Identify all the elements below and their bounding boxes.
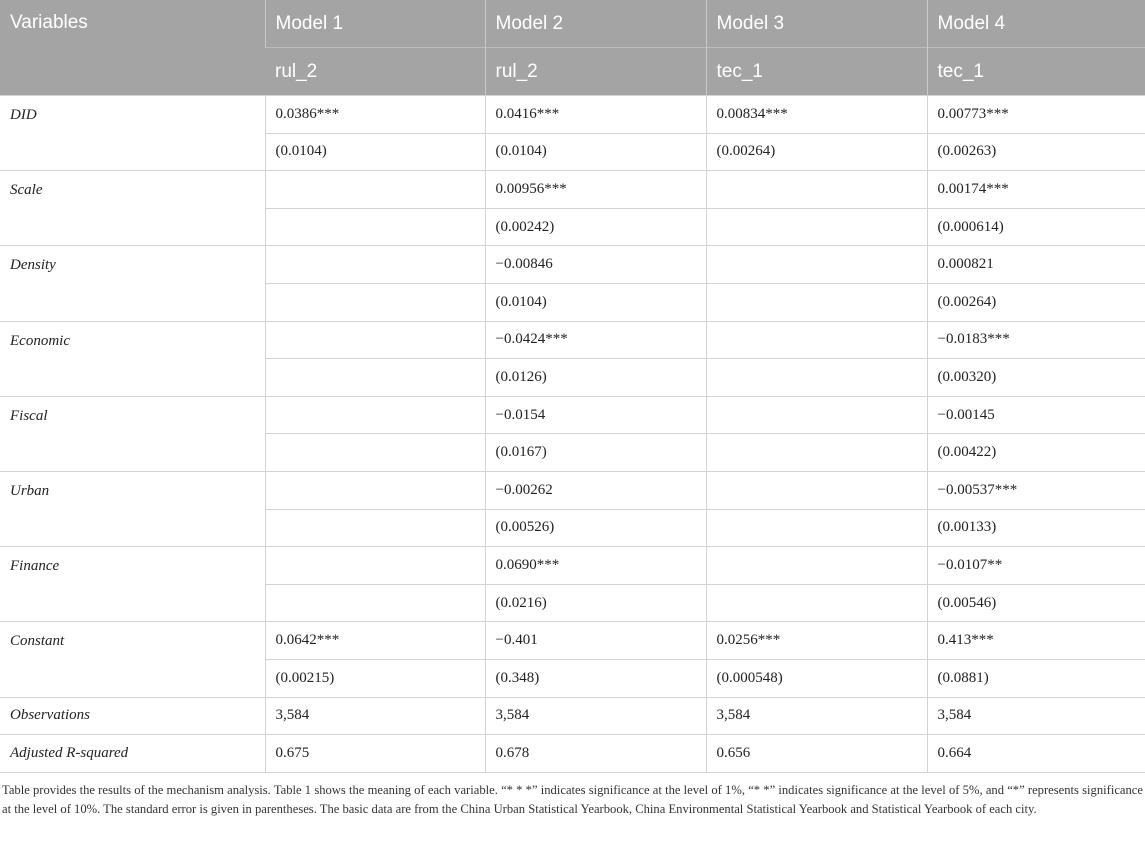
standard-error-cell: (0.000614) [927,208,1145,246]
table-row [0,471,1145,509]
standard-error-cell [706,283,927,321]
coefficient-cell: 0.000821 [927,246,1145,284]
table-row [0,396,1145,434]
standard-error-cell: (0.0167) [485,434,706,472]
summary-cell: 3,584 [265,697,485,735]
standard-error-cell: (0.0104) [485,133,706,171]
standard-error-cell [265,509,485,547]
table-row-summary [0,697,1145,735]
variable-name: Constant [0,622,265,697]
standard-error-cell: (0.00546) [927,584,1145,622]
coefficient-cell [706,396,927,434]
standard-error-cell: (0.348) [485,659,706,697]
coefficient-cell: −0.0183*** [927,321,1145,359]
table-row [0,246,1145,284]
standard-error-cell [265,584,485,622]
table-row [0,171,1145,209]
summary-cell: 0.675 [265,735,485,773]
header-variables: Variables [0,0,265,96]
header-dep-1: rul_2 [265,48,485,96]
summary-cell: 3,584 [927,697,1145,735]
coefficient-cell: −0.00537*** [927,471,1145,509]
header-dep-3: tec_1 [706,48,927,96]
coefficient-cell: 0.0256*** [706,622,927,660]
header-dep-2: rul_2 [485,48,706,96]
variable-name: Urban [0,471,265,546]
standard-error-cell: (0.0104) [265,133,485,171]
header-model-1: Model 1 [265,0,485,48]
coefficient-cell: 0.00834*** [706,96,927,134]
coefficient-cell: −0.0424*** [485,321,706,359]
standard-error-cell [265,208,485,246]
coefficient-cell: 0.00773*** [927,96,1145,134]
summary-cell: 3,584 [706,697,927,735]
header-model-3: Model 3 [706,0,927,48]
header-model-4: Model 4 [927,0,1145,48]
coefficient-cell: −0.401 [485,622,706,660]
coefficient-cell [265,246,485,284]
table-footnote: Table provides the results of the mechanism analysis. Table 1 shows the meaning of each variable. “* * *” indicates significance at the level of 1%, “* *” indicates significance at the level of 5%, and “*” represents significance at the level of 10%. The standard error is given in parentheses. The basic data are from the China Urban Statistical Yearbook, China Environmental Statistical Yearbook and Statistical Yearbook of each city. [2,782,1143,816]
variable-name: Density [0,246,265,321]
coefficient-cell [706,246,927,284]
standard-error-cell [706,584,927,622]
coefficient-cell: −0.00846 [485,246,706,284]
table-row [0,622,1145,660]
variable-name: Adjusted R-squared [0,735,265,773]
table-row [0,96,1145,134]
coefficient-cell: −0.00262 [485,471,706,509]
header-model-2: Model 2 [485,0,706,48]
coefficient-cell: 0.00174*** [927,171,1145,209]
standard-error-cell: (0.00215) [265,659,485,697]
summary-cell: 0.678 [485,735,706,773]
coefficient-cell [706,547,927,585]
coefficient-cell [265,396,485,434]
variable-name: DID [0,96,265,171]
coefficient-cell: 0.413*** [927,622,1145,660]
standard-error-cell: (0.000548) [706,659,927,697]
coefficient-cell [265,547,485,585]
coefficient-cell [265,171,485,209]
coefficient-cell [265,471,485,509]
standard-error-cell [265,283,485,321]
standard-error-cell [265,434,485,472]
table-row [0,547,1145,585]
coefficient-cell: −0.00145 [927,396,1145,434]
variable-name: Observations [0,697,265,735]
coefficient-cell: 0.0386*** [265,96,485,134]
standard-error-cell: (0.00526) [485,509,706,547]
standard-error-cell: (0.0126) [485,359,706,397]
standard-error-cell: (0.00264) [706,133,927,171]
variable-name: Economic [0,321,265,396]
coefficient-cell: 0.0642*** [265,622,485,660]
standard-error-cell [706,208,927,246]
standard-error-cell [706,434,927,472]
variable-name: Scale [0,171,265,246]
coefficient-cell: −0.0154 [485,396,706,434]
summary-cell: 0.656 [706,735,927,773]
standard-error-cell [265,359,485,397]
coefficient-cell [706,171,927,209]
header-dep-4: tec_1 [927,48,1145,96]
variable-name: Finance [0,547,265,622]
standard-error-cell [706,509,927,547]
standard-error-cell: (0.00133) [927,509,1145,547]
standard-error-cell [706,359,927,397]
table-row [0,321,1145,359]
coefficient-cell: 0.0416*** [485,96,706,134]
standard-error-cell: (0.0104) [485,283,706,321]
standard-error-cell: (0.0216) [485,584,706,622]
header-row-models [0,0,1145,48]
coefficient-cell: 0.00956*** [485,171,706,209]
standard-error-cell: (0.00422) [927,434,1145,472]
variable-name: Fiscal [0,396,265,471]
standard-error-cell: (0.0881) [927,659,1145,697]
coefficient-cell: −0.0107** [927,547,1145,585]
coefficient-cell [706,471,927,509]
standard-error-cell: (0.00320) [927,359,1145,397]
summary-cell: 3,584 [485,697,706,735]
standard-error-cell: (0.00263) [927,133,1145,171]
standard-error-cell: (0.00264) [927,283,1145,321]
table-body [0,96,1145,773]
summary-cell: 0.664 [927,735,1145,773]
standard-error-cell: (0.00242) [485,208,706,246]
table-header [0,0,1145,96]
coefficient-cell [265,321,485,359]
coefficient-cell: 0.0690*** [485,547,706,585]
table-row-summary [0,735,1145,773]
coefficient-cell [706,321,927,359]
